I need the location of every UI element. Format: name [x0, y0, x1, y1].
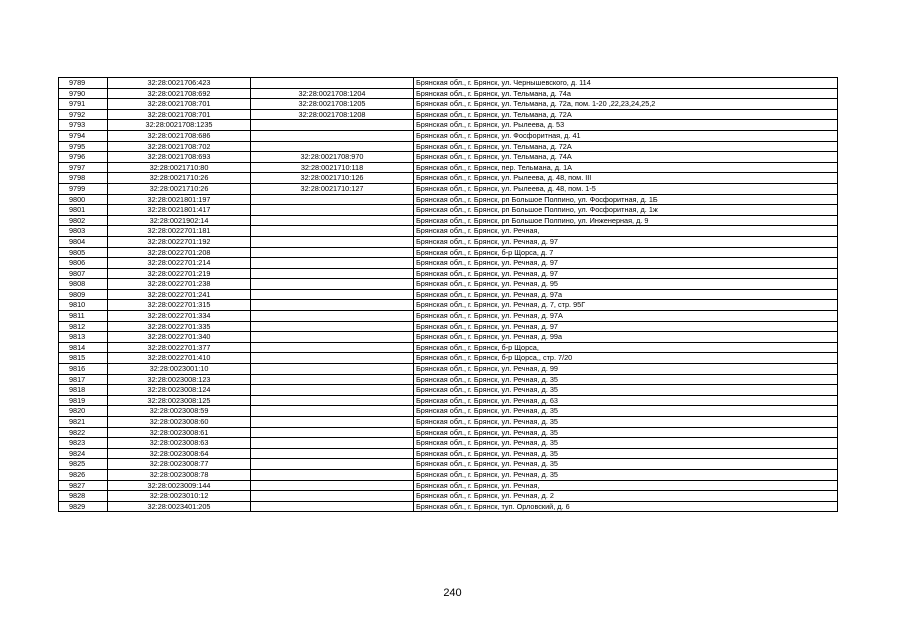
- table-row: [59, 364, 838, 375]
- address-cell: Брянская обл., г. Брянск, ул. Тельмана, д. 72а, пом. 1-20 ,22,23,24,25,2: [414, 99, 838, 110]
- address-cell: Брянская обл., г. Брянск, туп. Орловский, д. 6: [414, 501, 838, 512]
- table-row: [59, 205, 838, 216]
- row-number-cell: 9805: [59, 247, 108, 258]
- related-cadastral-number-cell: [251, 120, 414, 131]
- table-row: [59, 130, 838, 141]
- row-number-cell: 9801: [59, 205, 108, 216]
- related-cadastral-number-cell: [251, 194, 414, 205]
- row-number-cell: 9827: [59, 480, 108, 491]
- cadastral-number-cell: 32:28:0022701:208: [108, 247, 251, 258]
- related-cadastral-number-cell: [251, 236, 414, 247]
- related-cadastral-number-cell: 32:28:0021708:1204: [251, 88, 414, 99]
- table-row: [59, 141, 838, 152]
- cadastral-number-cell: 32:28:0023008:63: [108, 438, 251, 449]
- address-cell: Брянская обл., г. Брянск, ул. Речная, д. 2: [414, 491, 838, 502]
- address-cell: Брянская обл., г. Брянск, пер. Тельмана, д. 1А: [414, 162, 838, 173]
- row-number-cell: 9812: [59, 321, 108, 332]
- table-row: [59, 374, 838, 385]
- address-cell: Брянская обл., г. Брянск, ул. Речная, д. 97: [414, 321, 838, 332]
- cadastral-number-cell: 32:28:0021902:14: [108, 215, 251, 226]
- table-row: [59, 152, 838, 163]
- table-row: [59, 311, 838, 322]
- cadastral-number-cell: 32:28:0023008:124: [108, 385, 251, 396]
- table-row: [59, 459, 838, 470]
- table-row: [59, 226, 838, 237]
- related-cadastral-number-cell: [251, 417, 414, 428]
- cadastral-number-cell: 32:28:0021708:1235: [108, 120, 251, 131]
- address-cell: Брянская обл., г. Брянск, ул. Речная, д. 95: [414, 279, 838, 290]
- table-row: [59, 289, 838, 300]
- cadastral-number-cell: 32:28:0021801:197: [108, 194, 251, 205]
- address-cell: Брянская обл., г. Брянск, ул. Фосфоритная, д. 41: [414, 130, 838, 141]
- table-row: [59, 417, 838, 428]
- row-number-cell: 9792: [59, 109, 108, 120]
- cadastral-number-cell: 32:28:0022701:181: [108, 226, 251, 237]
- cadastral-number-cell: 32:28:0021708:693: [108, 152, 251, 163]
- address-cell: Брянская обл., г. Брянск, ул. Чернышевского, д. 114: [414, 78, 838, 89]
- address-cell: Брянская обл., г. Брянск, ул. Рылеева, д. 53: [414, 120, 838, 131]
- related-cadastral-number-cell: [251, 438, 414, 449]
- related-cadastral-number-cell: [251, 279, 414, 290]
- row-number-cell: 9820: [59, 406, 108, 417]
- cadastral-number-cell: 32:28:0023008:125: [108, 395, 251, 406]
- address-cell: Брянская обл., г. Брянск, ул. Речная, д. 97А: [414, 311, 838, 322]
- related-cadastral-number-cell: [251, 427, 414, 438]
- row-number-cell: 9794: [59, 130, 108, 141]
- row-number-cell: 9809: [59, 289, 108, 300]
- address-cell: Брянская обл., г. Брянск, ул. Речная, д. 97: [414, 268, 838, 279]
- address-cell: Брянская обл., г. Брянск, б-р Щорса, д. 7: [414, 247, 838, 258]
- row-number-cell: 9821: [59, 417, 108, 428]
- row-number-cell: 9822: [59, 427, 108, 438]
- row-number-cell: 9804: [59, 236, 108, 247]
- related-cadastral-number-cell: [251, 469, 414, 480]
- cadastral-number-cell: 32:28:0023010:12: [108, 491, 251, 502]
- row-number-cell: 9810: [59, 300, 108, 311]
- table-row: [59, 395, 838, 406]
- address-cell: Брянская обл., г. Брянск, ул. Речная,: [414, 480, 838, 491]
- cadastral-number-cell: 32:28:0023008:61: [108, 427, 251, 438]
- related-cadastral-number-cell: [251, 364, 414, 375]
- row-number-cell: 9802: [59, 215, 108, 226]
- row-number-cell: 9795: [59, 141, 108, 152]
- address-cell: Брянская обл., г. Брянск, ул. Речная,: [414, 226, 838, 237]
- related-cadastral-number-cell: [251, 501, 414, 512]
- related-cadastral-number-cell: [251, 247, 414, 258]
- address-cell: Брянская обл., г. Брянск, рп Большое Полпино, ул. Инженерная, д. 9: [414, 215, 838, 226]
- related-cadastral-number-cell: 32:28:0021708:970: [251, 152, 414, 163]
- address-cell: Брянская обл., г. Брянск, ул. Рылеева, д. 48, пом. III: [414, 173, 838, 184]
- row-number-cell: 9803: [59, 226, 108, 237]
- related-cadastral-number-cell: 32:28:0021710:118: [251, 162, 414, 173]
- row-number-cell: 9798: [59, 173, 108, 184]
- address-cell: Брянская обл., г. Брянск, рп Большое Полпино, ул. Фосфоритная, д. 1ж: [414, 205, 838, 216]
- row-number-cell: 9789: [59, 78, 108, 89]
- related-cadastral-number-cell: 32:28:0021708:1208: [251, 109, 414, 120]
- related-cadastral-number-cell: [251, 300, 414, 311]
- property-registry-table: [58, 77, 838, 512]
- row-number-cell: 9816: [59, 364, 108, 375]
- row-number-cell: 9828: [59, 491, 108, 502]
- table-row: [59, 342, 838, 353]
- address-cell: Брянская обл., г. Брянск, ул. Речная, д. 97: [414, 258, 838, 269]
- related-cadastral-number-cell: [251, 268, 414, 279]
- table-row: [59, 120, 838, 131]
- cadastral-number-cell: 32:28:0022701:238: [108, 279, 251, 290]
- table-row: [59, 332, 838, 343]
- address-cell: Брянская обл., г. Брянск, ул. Речная, д. 35: [414, 417, 838, 428]
- related-cadastral-number-cell: [251, 226, 414, 237]
- related-cadastral-number-cell: [251, 459, 414, 470]
- table-row: [59, 491, 838, 502]
- row-number-cell: 9826: [59, 469, 108, 480]
- address-cell: Брянская обл., г. Брянск, рп Большое Полпино, ул. Фосфоритная, д. 1Б: [414, 194, 838, 205]
- related-cadastral-number-cell: [251, 332, 414, 343]
- related-cadastral-number-cell: [251, 258, 414, 269]
- row-number-cell: 9806: [59, 258, 108, 269]
- related-cadastral-number-cell: [251, 289, 414, 300]
- address-cell: Брянская обл., г. Брянск, ул. Тельмана, д. 74а: [414, 88, 838, 99]
- address-cell: Брянская обл., г. Брянск, ул. Речная, д. 35: [414, 448, 838, 459]
- related-cadastral-number-cell: [251, 130, 414, 141]
- table-row: [59, 258, 838, 269]
- row-number-cell: 9818: [59, 385, 108, 396]
- cadastral-number-cell: 32:28:0023009:144: [108, 480, 251, 491]
- table-row: [59, 448, 838, 459]
- cadastral-number-cell: 32:28:0023008:123: [108, 374, 251, 385]
- address-cell: Брянская обл., г. Брянск, ул. Тельмана, д. 72А: [414, 109, 838, 120]
- cadastral-number-cell: 32:28:0022701:340: [108, 332, 251, 343]
- row-number-cell: 9814: [59, 342, 108, 353]
- address-cell: Брянская обл., г. Брянск, ул. Речная, д. 35: [414, 438, 838, 449]
- cadastral-number-cell: 32:28:0022701:241: [108, 289, 251, 300]
- related-cadastral-number-cell: [251, 406, 414, 417]
- related-cadastral-number-cell: [251, 205, 414, 216]
- address-cell: Брянская обл., г. Брянск, ул. Тельмана, д. 74А: [414, 152, 838, 163]
- cadastral-number-cell: 32:28:0021708:701: [108, 99, 251, 110]
- row-number-cell: 9807: [59, 268, 108, 279]
- address-cell: Брянская обл., г. Брянск, ул. Рылеева, д. 48, пом. 1-5: [414, 183, 838, 194]
- row-number-cell: 9790: [59, 88, 108, 99]
- related-cadastral-number-cell: [251, 448, 414, 459]
- cadastral-number-cell: 32:28:0022701:410: [108, 353, 251, 364]
- row-number-cell: 9793: [59, 120, 108, 131]
- row-number-cell: 9815: [59, 353, 108, 364]
- address-cell: Брянская обл., г. Брянск, ул. Речная, д. 35: [414, 459, 838, 470]
- table-row: [59, 109, 838, 120]
- cadastral-number-cell: 32:28:0022701:192: [108, 236, 251, 247]
- address-cell: Брянская обл., г. Брянск, ул. Речная, д. 35: [414, 427, 838, 438]
- table-row: [59, 173, 838, 184]
- related-cadastral-number-cell: [251, 385, 414, 396]
- row-number-cell: 9796: [59, 152, 108, 163]
- address-cell: Брянская обл., г. Брянск, ул. Тельмана, д. 72А: [414, 141, 838, 152]
- cadastral-number-cell: 32:28:0023008:64: [108, 448, 251, 459]
- related-cadastral-number-cell: [251, 353, 414, 364]
- cadastral-number-cell: 32:28:0023008:60: [108, 417, 251, 428]
- table-row: [59, 215, 838, 226]
- table-row: [59, 480, 838, 491]
- related-cadastral-number-cell: [251, 395, 414, 406]
- cadastral-number-cell: 32:28:0021708:686: [108, 130, 251, 141]
- related-cadastral-number-cell: [251, 321, 414, 332]
- table-row: [59, 279, 838, 290]
- row-number-cell: 9825: [59, 459, 108, 470]
- address-cell: Брянская обл., г. Брянск, ул. Речная, д. 99: [414, 364, 838, 375]
- table-row: [59, 469, 838, 480]
- registry-table-body: [59, 78, 838, 512]
- address-cell: Брянская обл., г. Брянск, ул. Речная, д. 35: [414, 469, 838, 480]
- table-row: [59, 247, 838, 258]
- address-cell: Брянская обл., г. Брянск, ул. Речная, д. 35: [414, 406, 838, 417]
- table-row: [59, 300, 838, 311]
- address-cell: Брянская обл., г. Брянск, ул. Речная, д. 63: [414, 395, 838, 406]
- table-row: [59, 162, 838, 173]
- cadastral-number-cell: 32:28:0021710:26: [108, 183, 251, 194]
- address-cell: Брянская обл., г. Брянск, ул. Речная, д. 99а: [414, 332, 838, 343]
- cadastral-number-cell: 32:28:0022701:219: [108, 268, 251, 279]
- related-cadastral-number-cell: 32:28:0021710:126: [251, 173, 414, 184]
- related-cadastral-number-cell: [251, 311, 414, 322]
- table-row: [59, 78, 838, 89]
- related-cadastral-number-cell: [251, 374, 414, 385]
- cadastral-number-cell: 32:28:0022701:315: [108, 300, 251, 311]
- table-row: [59, 353, 838, 364]
- table-row: [59, 501, 838, 512]
- table-row: [59, 99, 838, 110]
- row-number-cell: 9819: [59, 395, 108, 406]
- cadastral-number-cell: 32:28:0023008:59: [108, 406, 251, 417]
- row-number-cell: 9824: [59, 448, 108, 459]
- cadastral-number-cell: 32:28:0021801:417: [108, 205, 251, 216]
- row-number-cell: 9800: [59, 194, 108, 205]
- row-number-cell: 9829: [59, 501, 108, 512]
- table-row: [59, 406, 838, 417]
- cadastral-number-cell: 32:28:0021710:26: [108, 173, 251, 184]
- cadastral-number-cell: 32:28:0021708:701: [108, 109, 251, 120]
- row-number-cell: 9799: [59, 183, 108, 194]
- cadastral-number-cell: 32:28:0022701:334: [108, 311, 251, 322]
- related-cadastral-number-cell: [251, 78, 414, 89]
- related-cadastral-number-cell: [251, 215, 414, 226]
- cadastral-number-cell: 32:28:0021706:423: [108, 78, 251, 89]
- address-cell: Брянская обл., г. Брянск, ул. Речная, д. 7, стр. 95Г: [414, 300, 838, 311]
- table-row: [59, 321, 838, 332]
- address-cell: Брянская обл., г. Брянск, ул. Речная, д. 35: [414, 374, 838, 385]
- address-cell: Брянская обл., г. Брянск, ул. Речная, д. 97: [414, 236, 838, 247]
- cadastral-number-cell: 32:28:0021710:80: [108, 162, 251, 173]
- table-row: [59, 88, 838, 99]
- cadastral-number-cell: 32:28:0023401:205: [108, 501, 251, 512]
- related-cadastral-number-cell: 32:28:0021708:1205: [251, 99, 414, 110]
- row-number-cell: 9811: [59, 311, 108, 322]
- row-number-cell: 9808: [59, 279, 108, 290]
- table-row: [59, 438, 838, 449]
- row-number-cell: 9823: [59, 438, 108, 449]
- address-cell: Брянская обл., г. Брянск, б-р Щорса,, стр. 7/20: [414, 353, 838, 364]
- cadastral-number-cell: 32:28:0022701:335: [108, 321, 251, 332]
- table-row: [59, 183, 838, 194]
- related-cadastral-number-cell: [251, 342, 414, 353]
- related-cadastral-number-cell: [251, 141, 414, 152]
- row-number-cell: 9791: [59, 99, 108, 110]
- table-row: [59, 236, 838, 247]
- page-number: 240: [443, 587, 462, 599]
- cadastral-number-cell: 32:28:0021708:692: [108, 88, 251, 99]
- table-row: [59, 194, 838, 205]
- address-cell: Брянская обл., г. Брянск, ул. Речная, д. 35: [414, 385, 838, 396]
- cadastral-number-cell: 32:28:0022701:377: [108, 342, 251, 353]
- address-cell: Брянская обл., г. Брянск, б-р Щорса,: [414, 342, 838, 353]
- row-number-cell: 9797: [59, 162, 108, 173]
- table-row: [59, 427, 838, 438]
- cadastral-number-cell: 32:28:0023008:77: [108, 459, 251, 470]
- related-cadastral-number-cell: [251, 480, 414, 491]
- related-cadastral-number-cell: [251, 491, 414, 502]
- table-row: [59, 268, 838, 279]
- cadastral-number-cell: 32:28:0023008:78: [108, 469, 251, 480]
- cadastral-number-cell: 32:28:0021708:702: [108, 141, 251, 152]
- row-number-cell: 9817: [59, 374, 108, 385]
- cadastral-number-cell: 32:28:0022701:214: [108, 258, 251, 269]
- related-cadastral-number-cell: 32:28:0021710:127: [251, 183, 414, 194]
- address-cell: Брянская обл., г. Брянск, ул. Речная, д. 97а: [414, 289, 838, 300]
- table-row: [59, 385, 838, 396]
- row-number-cell: 9813: [59, 332, 108, 343]
- cadastral-number-cell: 32:28:0023001:10: [108, 364, 251, 375]
